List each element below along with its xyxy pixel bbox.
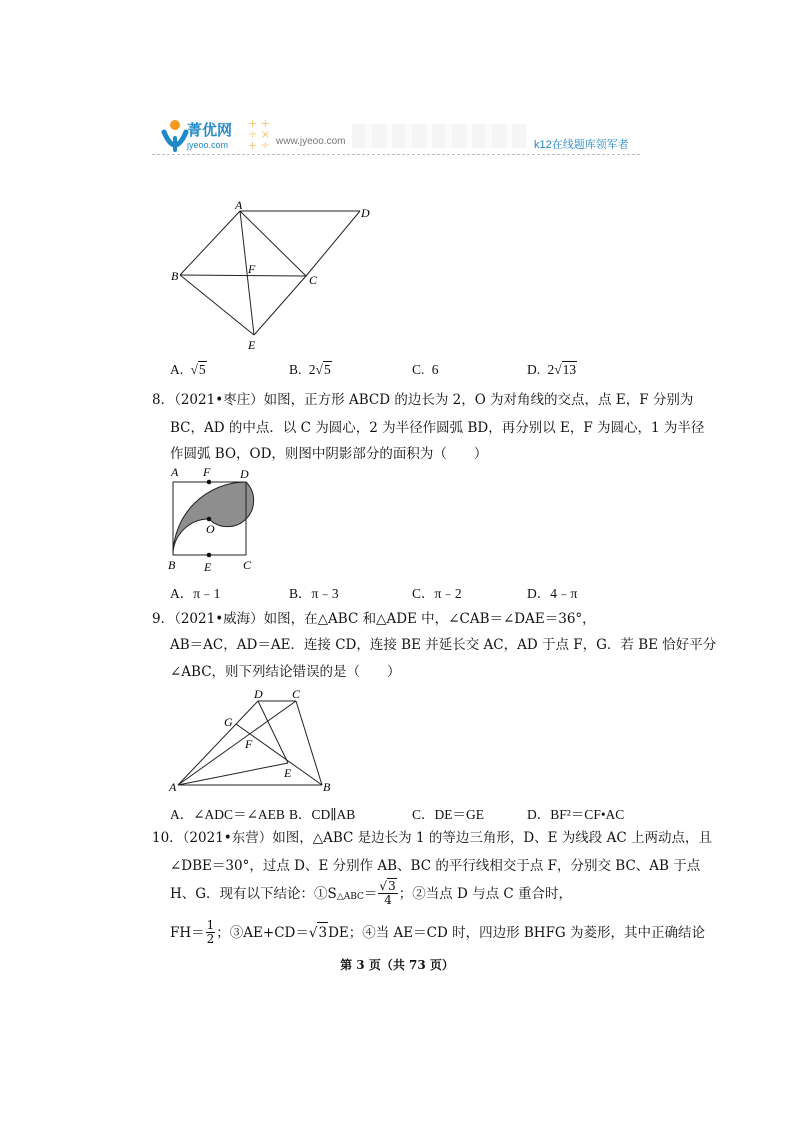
option-sqrt-sign: √: [190, 362, 198, 377]
q10-area-subscript: △ABC: [336, 892, 364, 902]
q8-label-f: F: [203, 465, 211, 479]
header-divider: [152, 154, 640, 155]
page-number: 第 3 页（共 73 页）: [340, 958, 454, 972]
option-sqrt-sign: √: [554, 362, 562, 377]
q9-figure: [166, 685, 341, 793]
q7-label-b: B: [171, 269, 179, 283]
header-decoration: + + ÷ × + ÷: [248, 117, 270, 152]
q8-option-b[interactable]: B．π﹣3: [289, 586, 339, 601]
q8-point-e: [207, 553, 212, 558]
logo-figure-icon: [160, 118, 190, 152]
q10-area-fraction: [378, 880, 397, 907]
q9-option-c[interactable]: C．DE＝GE: [412, 807, 484, 822]
option-letter: C.: [412, 362, 425, 377]
header-watermark-band: [352, 124, 527, 148]
q8-point-f: [207, 480, 212, 485]
q8-stem-line-2: BC，AD 的中点．以 C 为圆心，2 为半径作圆弧 BD，再分别以 E，F 为圆心，1 为半径: [170, 420, 705, 436]
q10-stem-line-2: ∠DBE＝30°，过点 D、E 分别作 AB、BC 的平行线相交于点 F，分别交 BC、AB 于点: [170, 858, 701, 874]
q8-label-b: B: [168, 558, 176, 572]
q10-sqrt-radicand: 3: [317, 922, 328, 943]
option-letter: D.: [527, 362, 541, 377]
q8-label-c: C: [243, 558, 252, 572]
q9-segment-bg: [236, 724, 322, 785]
q9-stem-line-2: AB＝AC，AD＝AE．连接 CD，连接 BE 并延长交 AC，AD 于点 F，G．若 BE 恰好平分: [170, 637, 717, 653]
q9-label-b: B: [323, 780, 331, 793]
q8-option-c[interactable]: C．π﹣2: [412, 586, 462, 601]
q8-option-a[interactable]: A．π﹣1: [170, 586, 221, 601]
q9-label-a: A: [169, 780, 177, 793]
option-coefficient: 2: [547, 362, 555, 377]
q10-line4-text-b: ；③AE+CD＝: [216, 924, 309, 941]
option-letter: B.: [289, 362, 302, 377]
site-url: www.jyeoo.com: [276, 136, 346, 147]
fraction-denominator: 4: [384, 893, 392, 907]
fraction-denominator: 2: [206, 932, 215, 946]
q10-line4-text-c: DE；④当 AE＝CD 时，四边形 BHFG 为菱形，其中正确结论: [328, 924, 706, 941]
fraction-numerator: √3: [379, 879, 396, 893]
q9-option-b[interactable]: B．CD∥AB: [289, 807, 356, 822]
q7-segment-bc: [180, 275, 306, 276]
fraction-numerator: 1: [206, 918, 215, 932]
q7-segment-dc: [306, 211, 360, 276]
option-radicand: 5: [198, 362, 206, 377]
option-coefficient: 2: [308, 362, 316, 377]
option-radicand: 13: [562, 362, 577, 377]
logo-domain: jyeoo.com: [187, 140, 229, 150]
q9-label-e: E: [284, 766, 292, 780]
q9-option-d[interactable]: D．BF²＝CF•AC: [527, 807, 625, 822]
q7-option-b[interactable]: [289, 362, 332, 378]
q9-label-g: G: [224, 715, 233, 729]
q10-line3-text-a: H、G．现有以下结论：①S: [170, 885, 337, 902]
option-value: 6: [431, 362, 439, 377]
q8-stem-line-1: 8．（2021•枣庄）如图，正方形 ABCD 的边长为 2，O 为对角线的交点，点 E，F 分别为: [152, 392, 694, 408]
q7-label-a: A: [235, 198, 243, 212]
q10-stem-line-3: [170, 880, 572, 907]
q7-option-a[interactable]: [170, 362, 207, 378]
q10-equals-sign: ＝: [363, 885, 378, 902]
q10-line4-text-a: FH＝: [170, 924, 205, 941]
q7-option-d[interactable]: [527, 362, 577, 378]
q8-point-o: [207, 517, 212, 522]
q9-segment-cb: [296, 701, 322, 785]
q10-fh-fraction: [206, 919, 216, 946]
q7-segment-ab: [180, 211, 240, 275]
q8-stem-line-3: 作圆弧 BO，OD，则图中阴影部分的面积为（ ）: [170, 446, 488, 462]
page-header: [152, 116, 642, 158]
q10-line3-text-b: ；②当点 D 与点 C 重合时，: [398, 885, 573, 902]
q8-label-a: A: [171, 465, 179, 479]
q9-segment-ae: [178, 763, 288, 785]
logo-chinese-name: 菁优网: [187, 122, 233, 139]
header-tagline: k12在线题库领军者: [534, 139, 629, 151]
q7-label-c: C: [309, 273, 318, 287]
q9-label-f: F: [245, 737, 253, 751]
option-radicand: 5: [323, 362, 331, 377]
q7-segment-be: [180, 275, 254, 335]
option-letter: A.: [170, 362, 184, 377]
q8-label-o: O: [206, 522, 215, 536]
q7-label-e: E: [248, 338, 256, 352]
q8-figure: [166, 465, 260, 575]
q7-segment-ce: [254, 276, 306, 335]
q7-option-c[interactable]: [412, 362, 439, 378]
q8-option-d[interactable]: D．4﹣π: [527, 586, 578, 601]
q9-stem-line-3: ∠ABC，则下列结论错误的是（ ）: [170, 664, 401, 680]
q10-stem-line-4: [170, 919, 705, 946]
q7-label-f: F: [248, 262, 256, 276]
sqrt-sign: √: [308, 924, 318, 941]
option-sqrt-sign: √: [315, 362, 323, 377]
q9-label-c: C: [292, 687, 301, 701]
q9-stem-line-1: 9．（2021•威海）如图，在△ABC 和△ADE 中，∠CAB＝∠DAE＝36°，: [152, 611, 596, 627]
q8-label-d: D: [240, 467, 249, 481]
q8-label-e: E: [204, 560, 212, 574]
q9-option-a[interactable]: A．∠ADC＝∠AEB: [170, 807, 285, 822]
q10-stem-line-1: 10．（2021•东营）如图，△ABC 是边长为 1 的等边三角形，D、E 为线段 AC 上两动点，且: [152, 830, 712, 846]
q9-label-d: D: [254, 687, 263, 701]
q7-label-d: D: [361, 206, 370, 220]
q8-shaded-region: [173, 482, 254, 555]
q7-figure: [168, 198, 383, 354]
